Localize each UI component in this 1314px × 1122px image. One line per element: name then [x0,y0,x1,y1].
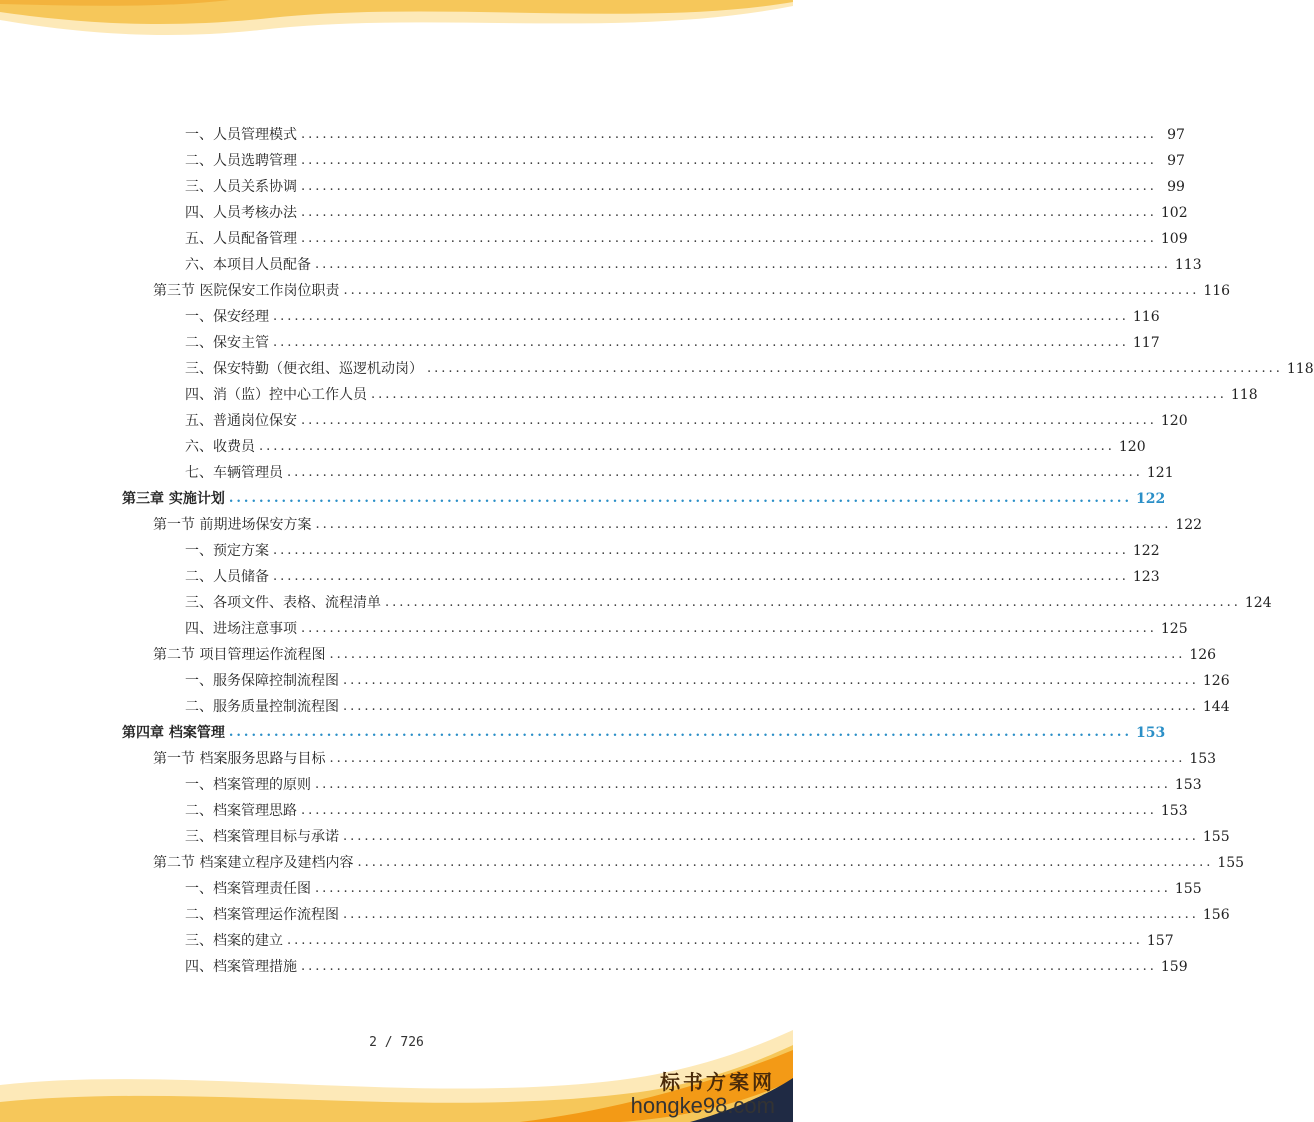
toc-item-row[interactable] [0,772,1202,798]
toc-page-number: 153 [1174,777,1202,793]
toc-entry-title: 五、人员配备管理 [185,231,297,247]
toc-entry-title: 一、人员管理模式 [185,127,297,143]
brand-url: hongke98.com [630,1093,775,1118]
toc-entry-title: 二、档案管理运作流程图 [185,907,339,923]
toc-entry-title: 三、人员关系协调 [185,179,297,195]
toc-item-row[interactable] [0,954,1188,980]
toc-item-row[interactable] [0,148,1185,174]
toc-item-row[interactable] [0,200,1188,226]
toc-page-number: 153 [1189,751,1217,767]
toc-section-row[interactable] [0,850,1245,876]
toc-item-row[interactable] [0,356,1314,382]
toc-entry-title: 四、档案管理措施 [185,959,297,975]
toc-entry-title: 第一节 档案服务思路与目标 [153,751,326,767]
toc-chapter-row[interactable] [0,720,1166,746]
toc-entry-title: 二、人员选聘管理 [185,153,297,169]
toc-leader-dots: ........................................................................................................................ [301,413,1157,428]
toc-leader-dots: ........................................................................................................................ [315,881,1171,896]
toc-entry-title: 三、档案管理目标与承诺 [185,829,339,845]
toc-entry-title: 四、消（监）控中心工作人员 [185,387,367,403]
toc-page-number: 122 [1175,517,1203,533]
toc-page-number: 121 [1146,465,1174,481]
toc-item-row[interactable] [0,564,1160,590]
toc-page-number: 157 [1146,933,1174,949]
toc-page-number: 155 [1202,829,1230,845]
toc-page-number: 97 [1167,153,1185,169]
toc-page-number: 123 [1132,569,1160,585]
toc-leader-dots: ........................................................................................................................ [301,803,1157,818]
toc-item-row[interactable] [0,174,1185,200]
toc-leader-dots: ........................................................................................................................ [287,465,1143,480]
toc-entry-title: 一、服务保障控制流程图 [185,673,339,689]
brand-watermark [631,1066,775,1119]
toc-page-number: 120 [1118,439,1146,455]
toc-item-row[interactable] [0,434,1146,460]
toc-section-row[interactable] [0,512,1203,538]
toc-item-row[interactable] [0,694,1230,720]
toc-entry-title: 一、档案管理的原则 [185,777,311,793]
toc-leader-dots: ........................................................................................................................ [343,673,1199,688]
toc-item-row[interactable] [0,382,1258,408]
toc-leader-dots: ........................................................................................................................ [427,361,1283,376]
page-number: 2 / 726 [369,1035,424,1050]
toc-entry-title: 第四章 档案管理 [122,725,225,741]
header-wave-decoration [0,0,793,80]
toc-item-row[interactable] [0,590,1272,616]
toc-leader-dots: ........................................................................................................................ [329,751,1186,766]
toc-leader-dots: ........................................................................................................................ [301,231,1157,246]
toc-entry-title: 第二节 项目管理运作流程图 [153,647,326,663]
toc-entry-title: 第三节 医院保安工作岗位职责 [153,283,340,299]
toc-entry-title: 六、收费员 [185,439,255,455]
toc-entry-title: 第一节 前期进场保安方案 [153,517,312,533]
toc-leader-dots: ........................................................................................................................ [301,621,1157,636]
toc-leader-dots: ........................................................................................................................ [343,829,1199,844]
toc-leader-dots: ........................................................................................................................ [287,933,1143,948]
toc-entry-title: 三、保安特勤（便衣组、巡逻机动岗） [185,361,423,377]
toc-chapter-row[interactable] [0,486,1166,512]
toc-page-number: 118 [1286,361,1314,377]
toc-leader-dots: ........................................................................................................................ [228,491,1132,506]
toc-item-row[interactable] [0,538,1160,564]
toc-entry-title: 一、预定方案 [185,543,269,559]
toc-leader-dots: ........................................................................................................................ [301,179,1157,194]
toc-page-number: 116 [1132,309,1160,325]
toc-entry-title: 一、保安经理 [185,309,269,325]
toc-leader-dots: ........................................................................................................................ [343,283,1200,298]
toc-leader-dots: ........................................................................................................................ [315,777,1171,792]
toc-page-number: 118 [1230,387,1258,403]
toc-item-row[interactable] [0,226,1188,252]
toc-entry-title: 一、档案管理责任图 [185,881,311,897]
toc-item-row[interactable] [0,824,1230,850]
toc-entry-title: 七、车辆管理员 [185,465,283,481]
toc-item-row[interactable] [0,928,1174,954]
toc-entry-title: 第二节 档案建立程序及建档内容 [153,855,354,871]
toc-page-number: 97 [1167,127,1185,143]
toc-entry-title: 二、保安主管 [185,335,269,351]
toc-item-row[interactable] [0,616,1188,642]
toc-entry-title: 三、各项文件、表格、流程清单 [185,595,381,611]
toc-item-row[interactable] [0,668,1230,694]
toc-page-number: 153 [1135,725,1166,741]
toc-page-number: 159 [1160,959,1188,975]
toc-item-row[interactable] [0,798,1188,824]
toc-leader-dots: ........................................................................................................................ [273,543,1129,558]
toc-page-number: 153 [1160,803,1188,819]
toc-page-number: 126 [1202,673,1230,689]
toc-page-number: 113 [1174,257,1202,273]
toc-leader-dots: ........................................................................................................................ [343,699,1199,714]
toc-leader-dots: ........................................................................................................................ [228,725,1132,740]
toc-entry-title: 六、本项目人员配备 [185,257,311,273]
toc-leader-dots: ........................................................................................................................ [301,153,1157,168]
toc-leader-dots: ........................................................................................................................ [315,257,1171,272]
toc-entry-title: 二、人员储备 [185,569,269,585]
toc-item-row[interactable] [0,876,1202,902]
toc-entry-title: 第三章 实施计划 [122,491,225,507]
toc-item-row[interactable] [0,304,1160,330]
toc-page-number: 120 [1160,413,1188,429]
toc-item-row[interactable] [0,330,1160,356]
toc-leader-dots: ........................................................................................................................ [301,959,1157,974]
toc-page-number: 109 [1160,231,1188,247]
toc-page-number: 122 [1132,543,1160,559]
brand-name: 标书方案网 [660,1070,775,1094]
toc-page-number: 144 [1202,699,1230,715]
toc-section-row[interactable] [0,278,1231,304]
toc-entry-title: 三、档案的建立 [185,933,283,949]
toc-leader-dots: ........................................................................................................................ [357,855,1214,870]
toc-leader-dots: ........................................................................................................................ [301,205,1157,220]
toc-leader-dots: ........................................................................................................................ [385,595,1241,610]
toc-item-row[interactable] [0,408,1188,434]
toc-page-number: 122 [1135,491,1166,507]
toc-page-number: 156 [1202,907,1230,923]
toc-page-number: 102 [1160,205,1188,221]
toc-leader-dots: ........................................................................................................................ [273,335,1129,350]
toc-leader-dots: ........................................................................................................................ [301,127,1157,142]
toc-page-number: 125 [1160,621,1188,637]
toc-entry-title: 四、进场注意事项 [185,621,297,637]
toc-page-number: 116 [1203,283,1231,299]
toc-leader-dots: ........................................................................................................................ [315,517,1172,532]
toc-page-number: 155 [1174,881,1202,897]
toc-leader-dots: ........................................................................................................................ [371,387,1227,402]
toc-leader-dots: ........................................................................................................................ [329,647,1186,662]
toc-leader-dots: ........................................................................................................................ [259,439,1115,454]
toc-page-number: 99 [1167,179,1185,195]
toc-item-row[interactable] [0,122,1185,148]
toc-entry-title: 二、服务质量控制流程图 [185,699,339,715]
toc-leader-dots: ........................................................................................................................ [343,907,1199,922]
toc-page-number: 117 [1132,335,1160,351]
toc-entry-title: 五、普通岗位保安 [185,413,297,429]
toc-item-row[interactable] [0,460,1174,486]
toc-entry-title: 四、人员考核办法 [185,205,297,221]
toc-entry-title: 二、档案管理思路 [185,803,297,819]
toc-item-row[interactable] [0,902,1230,928]
toc-page-number: 124 [1244,595,1272,611]
toc-leader-dots: ........................................................................................................................ [273,309,1129,324]
toc-section-row[interactable] [0,642,1217,668]
table-of-contents [0,122,1314,980]
toc-page-number: 126 [1189,647,1217,663]
toc-section-row[interactable] [0,746,1217,772]
toc-page-number: 155 [1217,855,1245,871]
toc-item-row[interactable] [0,252,1202,278]
toc-leader-dots: ........................................................................................................................ [273,569,1129,584]
